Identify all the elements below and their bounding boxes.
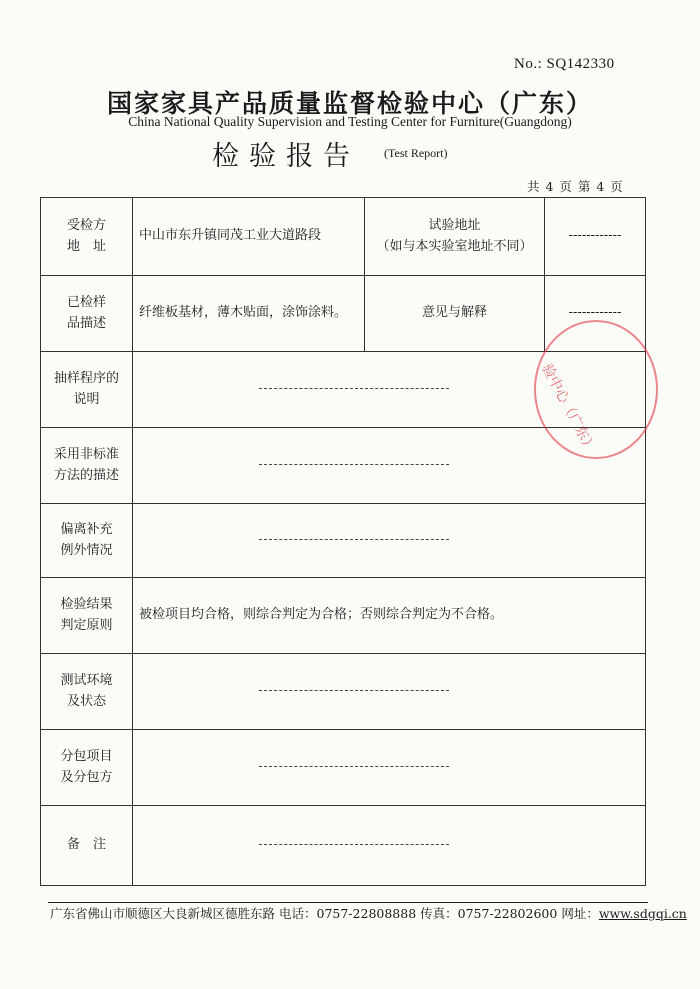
test-address-value: ------------ <box>545 198 646 276</box>
footer-url[interactable]: www.sdgqi.cn <box>598 906 687 921</box>
opinion-value: ------------ <box>545 276 646 352</box>
footer-phone: 电话：0757-22808888 <box>279 906 417 921</box>
opinion-label: 意见与解释 <box>365 276 545 352</box>
row-label-environment: 测试环境 及状态 <box>41 654 133 730</box>
org-title-cn: 国家家具产品质量监督检验中心（广东） <box>106 89 593 118</box>
footer <box>50 904 687 922</box>
row-label-subcontract: 分包项目 及分包方 <box>41 730 133 806</box>
footer-url-label: 网址： <box>561 906 599 921</box>
table-row <box>41 428 646 504</box>
table-row <box>41 806 646 886</box>
report-number: No.: SQ142330 <box>514 56 615 72</box>
footer-fax: 传真：0757-22802600 <box>420 906 558 921</box>
row-label-sampling: 抽样程序的 说明 <box>41 352 133 428</box>
row-label-remarks: 备 注 <box>41 806 133 886</box>
inspected-party-address: 中山市东升镇同茂工业大道路段 <box>133 198 365 276</box>
page-info: 共 4 页 第 4 页 <box>527 179 624 194</box>
row-label-sample-description: 已检样 品描述 <box>41 276 133 352</box>
environment-value <box>133 654 646 730</box>
test-address-label: 试验地址 （如与本实验室地址不同） <box>365 198 545 276</box>
judgment-principle: 被检项目均合格，则综合判定为合格；否则综合判定为不合格。 <box>133 578 646 654</box>
remarks-value <box>133 806 646 886</box>
table-row <box>41 504 646 578</box>
report-table <box>40 197 646 886</box>
row-label-deviation: 偏离补充 例外情况 <box>41 504 133 578</box>
deviation-value <box>133 504 646 578</box>
row-label-inspected-party: 受检方 地 址 <box>41 198 133 276</box>
footer-address: 广东省佛山市顺德区大良新城区德胜东路 <box>50 906 276 921</box>
row-label-judgment: 检验结果 判定原则 <box>41 578 133 654</box>
sample-description: 纤维板基材，薄木贴面，涂饰涂料。 <box>133 276 365 352</box>
nonstandard-value <box>133 428 646 504</box>
footer-divider <box>48 902 648 903</box>
row-label-nonstandard: 采用非标准 方法的描述 <box>41 428 133 504</box>
report-title: 检验报告 <box>212 141 360 172</box>
report-title-en: (Test Report) <box>384 146 448 160</box>
table-row <box>41 730 646 806</box>
org-title-en: China National Quality Supervision and Testing Center for Furniture(Guangdong) <box>128 114 572 129</box>
official-seal-text: 验中心（广东） <box>538 361 599 456</box>
table-row <box>41 276 646 352</box>
table-row <box>41 198 646 276</box>
subcontract-value <box>133 730 646 806</box>
table-row <box>41 654 646 730</box>
table-row <box>41 578 646 654</box>
